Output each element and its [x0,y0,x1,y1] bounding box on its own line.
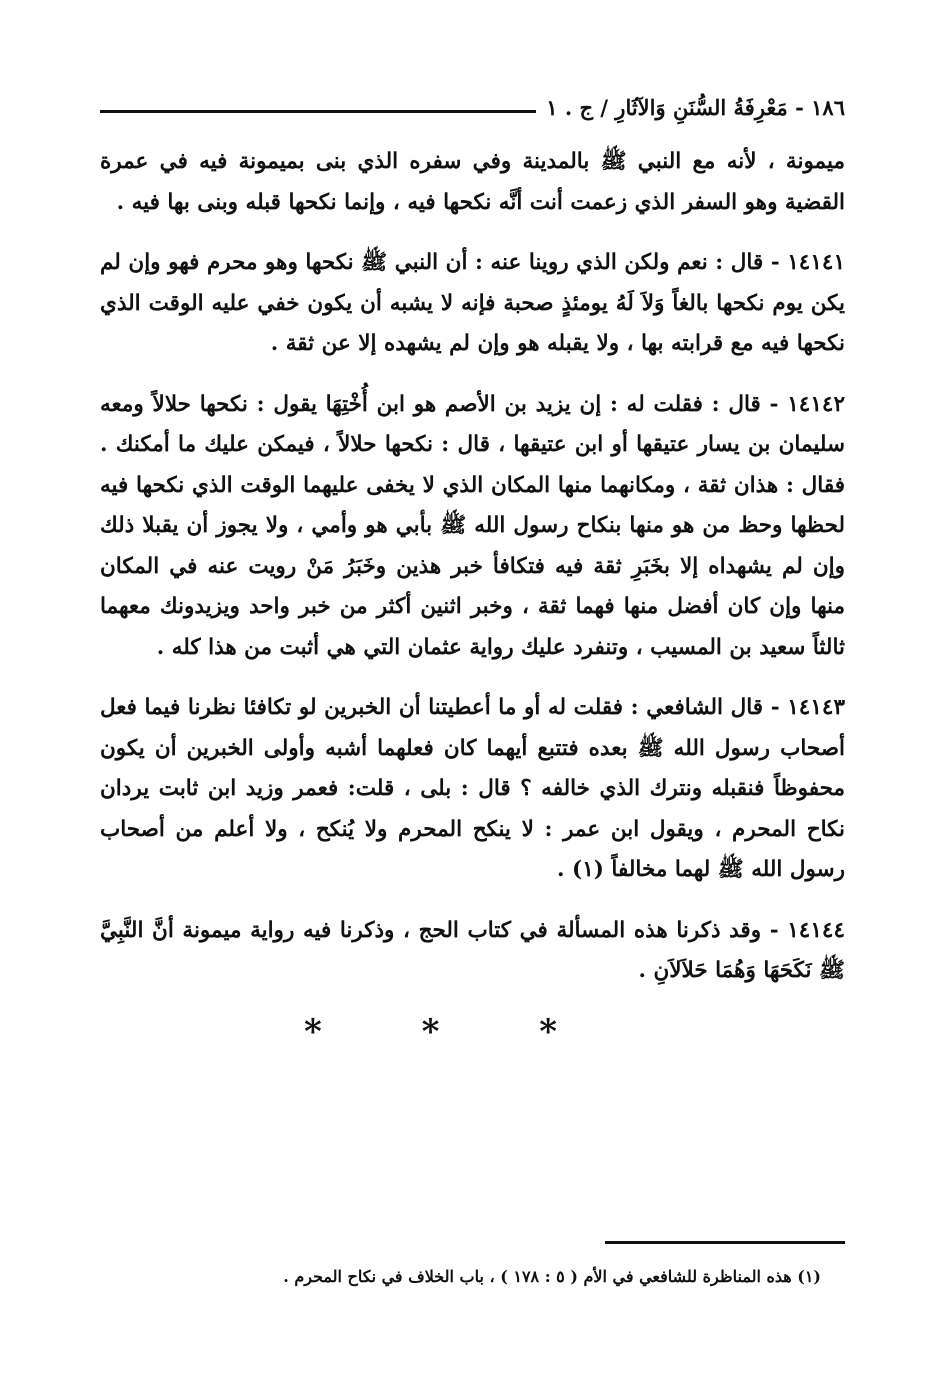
paragraph-14141 [100,243,845,365]
paragraph-text: - قال الشافعي : فقلت له أو ما أعطيتنا أن الخبرين لو تكافئا نظرنا فيما فعل أصحاب رسول الله ﷺ بعده فتتبع أيهما كان فعلهما أشبه وأولى الخبرين أن يكون محفوظاً فنقبله ونترك الذي خالفه ؟ قال : بلى ، قلت: فعمر وزيد ابن ثابت يردان نكاح المحرم ، ويقول ابن عمر : لا ينكح المحرم ولا يُنكح ، ولا أعلم من أصحاب رسول الله ﷺ لهما مخالفاً (١) . [100,695,845,882]
paragraph-number: ١٤١٤١ [787,250,845,275]
footnote-rule [605,1241,845,1244]
paragraph-text: - قال : نعم ولكن الذي روينا عنه : أن النبي ﷺ نكحها وهو محرم فهو وإن لم يكن يوم نكحها بالغاً وَلاَ لَهُ يومئذٍ صحبة فإنه لا يشبه أن يكون خفي عليه الوقت الذي نكحها فيه مع قرابته بها ، ولا يقبله هو وإن لم يشهده إلا عن ثقة . [100,250,845,356]
paragraph-number: ١٤١٤٤ [787,917,845,943]
page-header [100,90,845,124]
paragraph-14144 [100,911,845,992]
paragraph-number: ١٤١٤٣ [787,695,845,720]
paragraph-text: ميمونة ، لأنه مع النبي ﷺ بالمدينة وفي سفره الذي بنى بميمونة فيه في عمرة القضية وهو السفر الذي زعمت أنت أنَّه نكحها فيه ، وإنما نكحها قبله وبنى بها فيه . [100,149,845,215]
paragraph-14142 [100,385,845,669]
header-rule [100,110,536,113]
paragraph-text: - قال : فقلت له : إن يزيد بن الأصم هو ابن أُخْتِهَا يقول : نكحها حلالاً ومعه سليمان بن يسار عتيقها أو ابن عتيقها ، قال : نكحها حلالاً ، فيمكن عليك ما أمكنك . فقال : هذان ثقة ، ومكانهما منها المكان الذي لا يخفى عليهما الوقت الذي نكحها فيه لحظها وحظ من هو منها بنكاح رسول الله ﷺ بأبي هو وأمي ، ولا يجوز أن يقبلا ذلك وإن لم يشهداه إلا بخَبَرِ ثقة فيه فتكافأ خبر هذين وخَبَرُ مَنْ رويت عنه في المكان منها وإن كان أفضل منها فهما ثقة ، وخبر اثنين أكثر من خبر واحد ويزيدونك معهما ثالثاً سعيد بن المسيب ، وتنفرد عليك رواية عثمان التي هي أثبت من هذا كله . [100,391,845,660]
running-title: ١٨٦ - مَعْرِفَةُ السُّنَنِ وَالآثَارِ / ج . ١ [546,94,845,120]
book-page [100,78,845,1358]
paragraph-14143 [100,688,845,891]
paragraph-text: - وقد ذكرنا هذه المسألة في كتاب الحج ، وذكرنا فيه رواية ميمونة أنَّ النَّبِيَّ ﷺ نَكَحَهَا وَهُمَا حَلاَلاَنِ . [100,917,845,983]
paragraph-number: ١٤١٤٢ [787,391,845,417]
footnote: (١) هذه المناظرة للشافعي في الأم ( ٥ : ١٧٨ ) ، باب الخلاف في نكاح المحرم . [283,1267,821,1286]
paragraph-continuation [100,142,845,223]
section-separator: * * * [303,1011,601,1052]
page-body [100,142,845,1052]
